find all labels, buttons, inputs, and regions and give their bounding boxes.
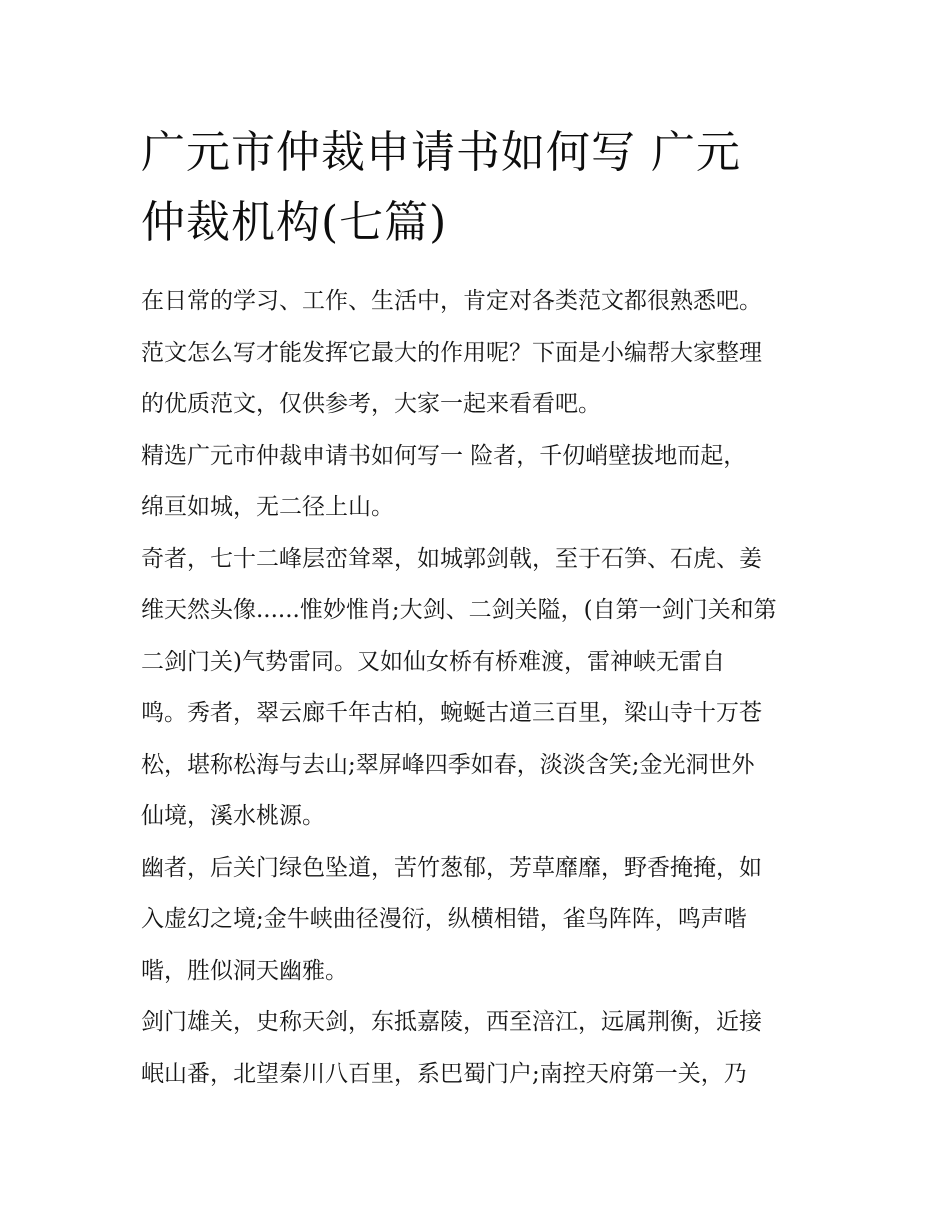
document-body — [141, 118, 813, 1100]
text-line: 鸣。秀者，翠云廊千年古柏，蜿蜒古道三百里，梁山寺十万苍 — [141, 700, 762, 726]
text-line: 的优质范文，仅供参考，大家一起来看看吧。 — [141, 391, 601, 417]
text-line: 入虚幻之境;金牛峡曲径漫衍，纵横相错，雀鸟阵阵，鸣声喈 — [141, 906, 747, 932]
paragraph-secluded — [141, 843, 813, 998]
title-line-2: 仲裁机构(七篇) — [141, 197, 448, 248]
paragraph-jianmen — [141, 997, 813, 1100]
text-line: 绵亘如城，无二径上山。 — [141, 494, 394, 520]
text-line: 二剑门关)气势雷同。又如仙女桥有桥难渡，雷神峡无雷自 — [141, 648, 725, 675]
text-line: 奇者，七十二峰层峦耸翠，如城郭剑戟，至于石笋、石虎、姜 — [141, 545, 762, 572]
text-line: 范文怎么写才能发挥它最大的作用呢？下面是小编帮大家整理 — [141, 339, 762, 366]
text-line: 仙境，溪水桃源。 — [141, 803, 325, 829]
paragraph-selection — [141, 431, 813, 534]
text-line: 精选广元市仲裁申请书如何写一 险者，千仞峭壁拔地而起， — [141, 442, 747, 469]
text-line: 岷山番，北望秦川八百里，系巴蜀门户;南控天府第一关，乃 — [141, 1060, 747, 1087]
paragraph-wonders — [141, 534, 813, 843]
paragraph-intro — [141, 276, 813, 431]
text-line: 幽者，后关门绿色坠道，苦竹葱郁，芳草靡靡，野香掩掩，如 — [141, 854, 762, 881]
text-line: 维天然头像......惟妙惟肖;大剑、二剑关隘，(自第一剑门关和第 — [141, 597, 777, 623]
document-title — [141, 118, 813, 258]
title-line-1: 广元市仲裁申请书如何写 广元 — [141, 127, 741, 178]
text-line: 喈，胜似洞天幽雅。 — [141, 957, 348, 984]
text-line: 在日常的学习、工作、生活中，肯定对各类范文都很熟悉吧。 — [141, 288, 762, 314]
text-line: 剑门雄关，史称天剑，东抵嘉陵，西至涪江，远属荆衡，近接 — [141, 1009, 762, 1035]
text-line: 松，堪称松海与去山;翠屏峰四季如春，淡淡含笑;金光洞世外 — [141, 751, 755, 778]
